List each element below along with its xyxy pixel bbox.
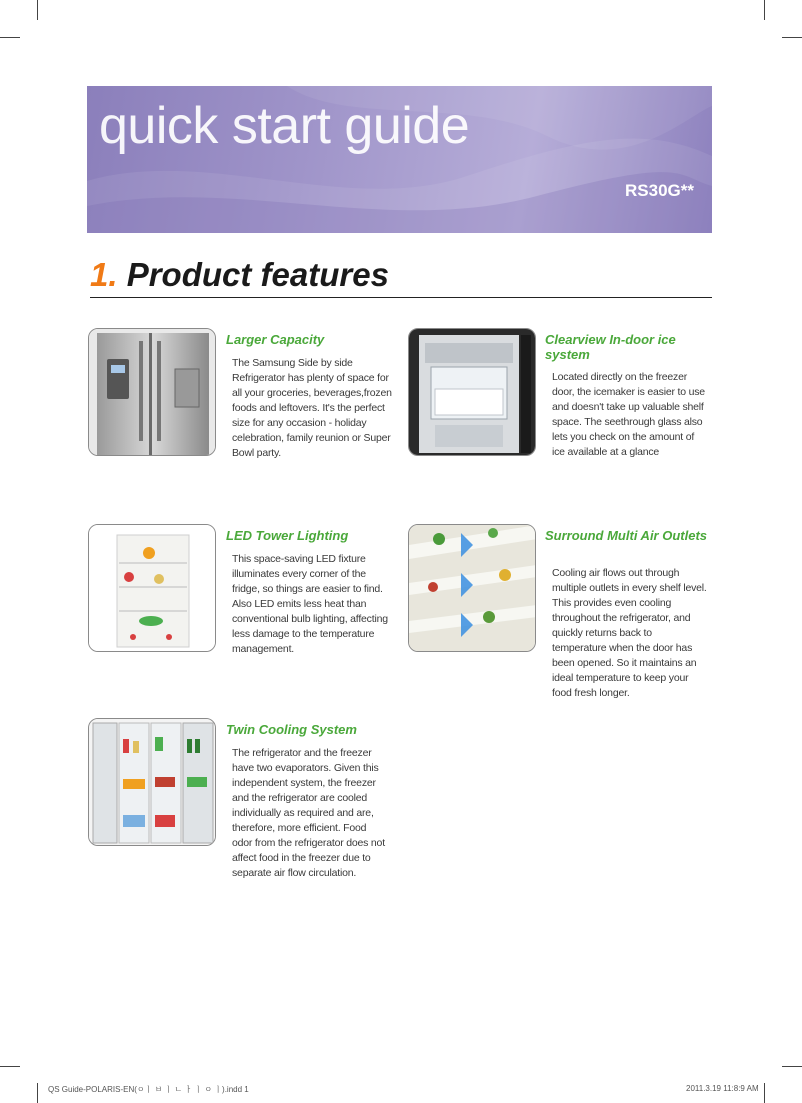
feature-title-ice-system: Clearview In-door ice system bbox=[545, 332, 676, 362]
section-number: 1. bbox=[90, 256, 118, 293]
crop-mark bbox=[782, 1066, 802, 1067]
crop-mark bbox=[37, 1083, 38, 1103]
feature-body-air-outlets: Cooling air flows out through multiple outlets in every shelf level. This provides even cooling throughout the refrigerator, and quickly returns back to temperature when the door has been opened. So it maintains an ideal temperature to keep your food fresh longer. bbox=[552, 567, 707, 699]
crop-mark bbox=[782, 37, 802, 38]
air-outlet-illustration bbox=[409, 525, 536, 652]
footer-timestamp: 2011.3.19 11:8:9 AM bbox=[686, 1084, 759, 1093]
model-number: RS30G** bbox=[625, 181, 694, 200]
led-interior-illustration bbox=[89, 525, 216, 652]
feature-image-ice-system bbox=[408, 328, 536, 456]
fridge-exterior-illustration bbox=[89, 329, 216, 456]
crop-mark bbox=[764, 0, 765, 20]
section-title: Product features bbox=[126, 256, 389, 293]
guide-title: quick start guide bbox=[99, 97, 470, 155]
feature-image-larger-capacity bbox=[88, 328, 216, 456]
crop-mark bbox=[0, 37, 20, 38]
footer-file-name: QS Guide-POLARIS-EN(ㅇㅣ ㅂ ㅣ ㄴ ㅏ ㅣ ㅇ ㅣ).indd 1 bbox=[48, 1085, 249, 1094]
feature-body-larger-capacity: The Samsung Side by side Refrigerator has plenty of space for all your groceries, beverages,frozen foods and leftovers. It's the perfect size for any occasion - holiday celebration, family reunion or Super Bowl party. bbox=[232, 357, 392, 459]
crop-mark bbox=[0, 1066, 20, 1067]
feature-body-led-lighting: This space-saving LED fixture illuminates every corner of the fridge, so things are easier to find. Also LED emits less heat than conventional bulb lighting, affecting less damage to the temperature management. bbox=[232, 553, 388, 655]
ice-maker-illustration bbox=[409, 329, 536, 456]
header-banner bbox=[87, 86, 712, 233]
crop-mark bbox=[764, 1083, 765, 1103]
feature-image-twin-cooling bbox=[88, 718, 216, 846]
open-fridge-illustration bbox=[89, 719, 216, 846]
feature-image-led-lighting bbox=[88, 524, 216, 652]
feature-body-ice-system: Located directly on the freezer door, the icemaker is easier to use and doesn't take up valuable shelf space. The seethrough glass also lets you check on the amount of ice available at a glance bbox=[552, 371, 705, 458]
feature-title-air-outlets: Surround Multi Air Outlets bbox=[545, 528, 708, 543]
feature-title-twin-cooling: Twin Cooling System bbox=[226, 722, 357, 737]
feature-title-led-lighting: LED Tower Lighting bbox=[226, 528, 349, 543]
section-heading bbox=[90, 256, 712, 298]
crop-mark bbox=[37, 0, 38, 20]
feature-body-twin-cooling: The refrigerator and the freezer have two evaporators. Given this independent system, the freezer and the refrigerator are cooled individually as required and are, therefore, more efficient. Food odor from the refrigerator does not affect food in the freezer due to separate air flow circulation. bbox=[232, 747, 385, 879]
feature-title-larger-capacity: Larger Capacity bbox=[226, 332, 325, 347]
feature-image-air-outlets bbox=[408, 524, 536, 652]
